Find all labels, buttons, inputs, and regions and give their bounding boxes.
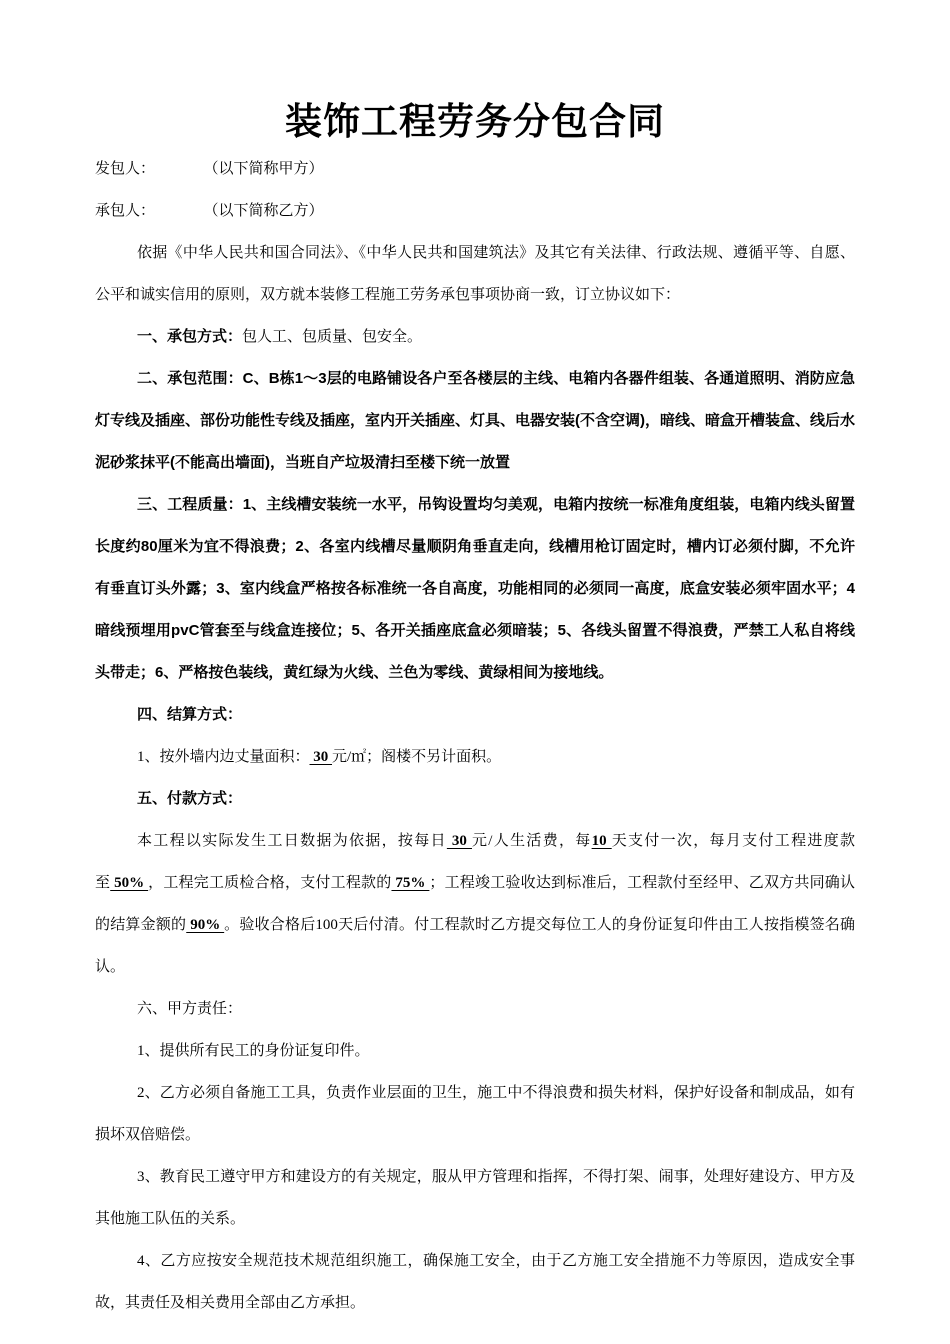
- payment-text-2: 天支付一次，每月支付工程进度款至: [95, 833, 855, 891]
- completion-percent-blank: 75%: [391, 875, 430, 891]
- party-b-note: （以下简称乙方）: [211, 203, 324, 219]
- party-a-label: 发包人：: [95, 161, 156, 177]
- section-4-item-1: [95, 736, 855, 778]
- section-6-item-3: 3、教育民工遵守甲方和建设方的有关规定，服从甲方管理和指挥，不得打架、闹事，处理好建设方、甲方及其他施工队伍的关系。: [95, 1169, 855, 1227]
- payment-text-5: 。验收合格后100天后付清。付工程款时乙方提交每位工人的身份证复印件由工人按指模签名确认。: [95, 917, 855, 975]
- section-3-quality: 三、工程质量：1、主线槽安装统一水平，吊钩设置均匀美观，电箱内按统一标准角度组装，电箱内线头留置长度约80厘米为宜不得浪费；2、各室内线槽尽量顺阴角垂直走向，线槽用枪订固定时，槽内订必须付脚，不允许有垂直订头外露；3、室内线盒严格按各标准统一各自高度，功能相同的必须同一高度，底盒安装必须牢固水平；4暗线预埋用pvC管套至与线盒连接位；5、各开关插座底盒必须暗装；5、各线头留置不得浪费，严禁工人私自将线头带走；6、严格按色装线，黄红绿为火线、兰色为零线、黄绿相间为接地线。: [95, 496, 855, 681]
- section-1-heading: 一、承包方式：: [137, 328, 243, 345]
- payment-interval-blank: 10: [591, 833, 612, 849]
- section-5-heading: 五、付款方式：: [137, 790, 243, 807]
- section-6-item-1: 1、提供所有民工的身份证复印件。: [137, 1043, 370, 1059]
- section-6-item-2: 2、乙方必须自备施工工具，负责作业层面的卫生，施工中不得浪费和损失材料，保护好设备和制成品，如有损坏双倍赔偿。: [95, 1085, 855, 1143]
- party-b-label: 承包人：: [95, 203, 156, 219]
- unit-price-blank: 30: [309, 749, 333, 765]
- document-title: 装饰工程劳务分包合同: [285, 101, 665, 142]
- area-measure-text: 1、按外墙内边丈量面积：: [137, 749, 310, 765]
- preamble-paragraph: 依据《中华人民共和国合同法》、《中华人民共和国建筑法》及其它有关法律、行政法规、遵循平等、自愿、公平和诚实信用的原则，双方就本装修工程施工劳务承包事项协商一致，订立协议如下：: [95, 245, 855, 303]
- section-4-heading: 四、结算方式：: [137, 706, 243, 723]
- area-measure-text-post: 元/㎡；阁楼不另计面积。: [332, 749, 502, 765]
- party-a-note: （以下简称甲方）: [211, 161, 324, 177]
- monthly-progress-blank: 50%: [110, 875, 149, 891]
- acceptance-percent-blank: 90%: [186, 917, 225, 933]
- payment-text-1: 元/人生活费，每: [471, 833, 592, 849]
- section-2-scope: 二、承包范围：C、B栋1～3层的电路铺设各户至各楼层的主线、电箱内各器件组装、各通道照明、消防应急灯专线及插座、部份功能性专线及插座，室内开关插座、灯具、电器安装(不含空调)，暗线、暗盒开槽装盒、线后水泥砂浆抹平(不能高出墙面)，当班自产垃圾清扫至楼下统一放置: [95, 370, 855, 471]
- party-b-line: [95, 190, 855, 232]
- payment-text-0: 本工程以实际发生工日数据为依据，按每日: [137, 833, 447, 849]
- section-1-contract-mode: [95, 316, 855, 358]
- payment-text-3: ，工程完工质检合格，支付工程款的: [148, 875, 392, 891]
- section-1-body: 包人工、包质量、包安全。: [242, 329, 423, 345]
- daily-allowance-blank: 30: [446, 833, 472, 849]
- section-6-heading: 六、甲方责任：: [137, 1001, 243, 1017]
- party-a-line: [95, 148, 855, 190]
- section-5-payment-terms: [95, 820, 855, 988]
- section-6-item-4: 4、乙方应按安全规范技术规范组织施工，确保施工安全，由于乙方施工安全措施不力等原因，造成安全事故，其责任及相关费用全部由乙方承担。: [95, 1253, 855, 1311]
- payment-text-4: ；工程竣工验收达到标准后，工程款付至经甲、乙双方共同确认的结算金额的: [95, 875, 855, 933]
